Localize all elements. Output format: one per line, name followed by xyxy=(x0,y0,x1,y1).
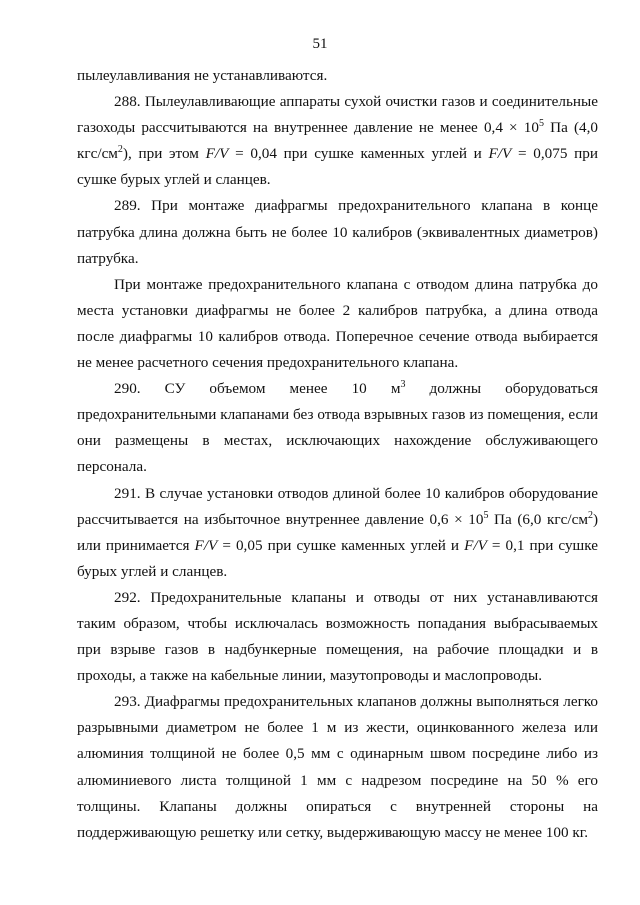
paragraph-293: 293. Диафрагмы предохранительных клапанов должны выполняться легко разрывными диаметром не более 1 м из жести, оцинкованного железа или алюминия толщиной не более 0,5 мм с одинарным швом посредине либо из алюминиевого листа толщиной 1 мм с надрезом посредине на 50 % его толщины. Клапаны должны опираться с внутренней стороны на поддерживающую решетку или сетку, выдерживающую массу не менее 100 кг. xyxy=(77,693,598,841)
paragraph-291: 291. В случае установки отводов длиной более 10 калибров оборудование рассчитывается на избыточное внутреннее давление $0,6 \times 10^5$ Па (6,0 кгс/$см^2$) или принимается F/V = 0,05 при сушке каменных углей и F/V = 0,1 при сушке бурых углей и сланцев. xyxy=(77,484,598,580)
paragraph-288: 288. Пылеулавливающие аппараты сухой очистки газов и соединительные газоходы рассчитываются на внутреннее давление не менее $0,4 \times 10^5$ Па (4,0 кгс/$см^2$), при этом F/V = 0,04 при сушке каменных углей и F/V = 0,075 при сушке бурых углей и сланцев. xyxy=(77,93,598,189)
page-number: 51 xyxy=(312,36,328,52)
paragraph-289: 289. При монтаже диафрагмы предохранительного клапана в конце патрубка длина должна быть не более 10 калибров (эквивалентных диаметров) патрубка. xyxy=(77,197,598,267)
paragraph-292: 292. Предохранительные клапаны и отводы от них устанавливаются таким образом, чтобы исключалась возможность попадания выбрасываемых при взрыве газов в надбункерные помещения, на рабочие площадки и в проходы, а также на кабельные линии, мазутопроводы и маслопроводы. xyxy=(77,588,598,685)
document-body xyxy=(77,63,598,846)
paragraph-290: 290. СУ объемом менее 10 $м^3$ должны оборудоваться предохранительными клапанами без отвода взрывных газов из помещения, если они размещены в местах, исключающих нахождение обслуживающего персонала. xyxy=(77,379,598,476)
paragraph-continuation: пылеулавливания не устанавливаются. xyxy=(77,67,328,84)
paragraph-289-continued: При монтаже предохранительного клапана с отводом длина патрубка до места установки диафрагмы не более 2 калибров патрубка, а длина отвода после диафрагмы 10 калибров отвода. Поперечное сечение отвода выбирается не менее расчетного сечения предохранительного клапана. xyxy=(77,275,598,372)
